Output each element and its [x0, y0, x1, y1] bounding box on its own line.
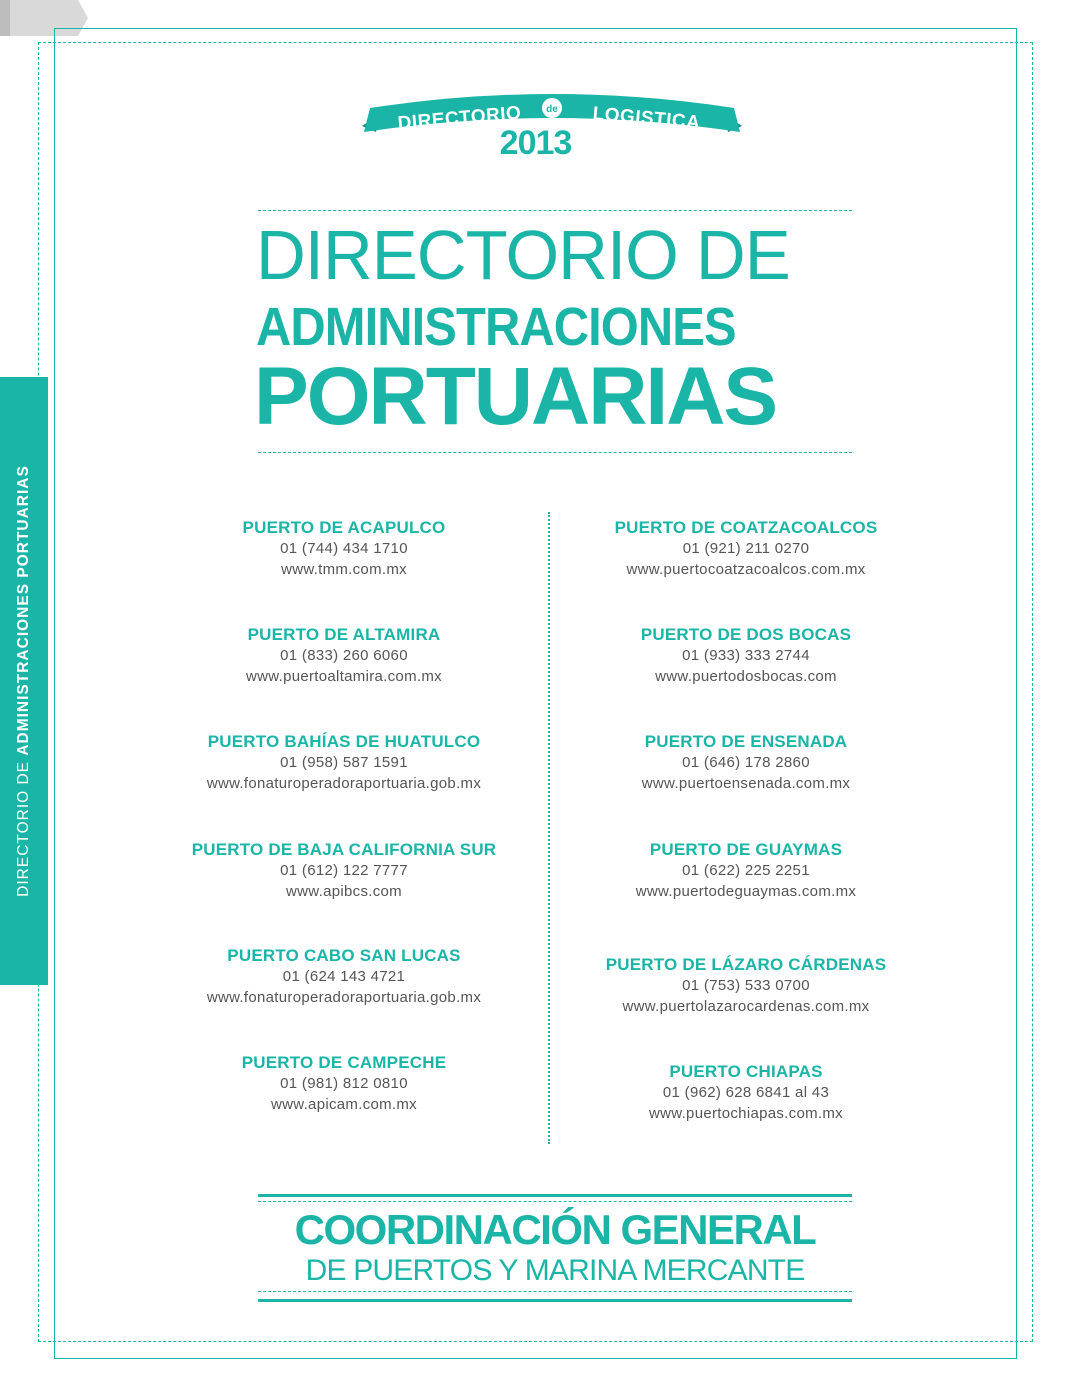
port-phone: 01 (981) 812 0810 — [280, 1075, 408, 1092]
port-phone: 01 (646) 178 2860 — [682, 754, 810, 771]
side-label-prefix: DIRECTORIO DE — [15, 755, 32, 897]
footer-rule — [258, 1194, 852, 1197]
ribbon-mid-text: de — [546, 104, 558, 115]
port-phone: 01 (958) 587 1591 — [280, 754, 408, 771]
ribbon-year: 2013 — [499, 124, 572, 162]
port-website[interactable]: www.apibcs.com — [286, 883, 402, 900]
column-divider — [548, 512, 550, 1144]
port-website[interactable]: www.tmm.com.mx — [281, 561, 407, 578]
port-name: PUERTO DE CAMPECHE — [241, 1053, 447, 1072]
title-rule-top — [258, 210, 852, 211]
port-phone: 01 (921) 211 0270 — [682, 540, 810, 557]
port-name: PUERTO DE GUAYMAS — [649, 840, 843, 859]
port-name: PUERTO CABO SAN LUCAS — [227, 946, 461, 965]
port-name: PUERTO DE ENSENADA — [644, 732, 848, 751]
port-entry — [134, 945, 554, 1008]
title-line-2: ADMINISTRACIONES — [256, 297, 736, 357]
port-entry — [134, 624, 554, 687]
port-name: PUERTO DE LÁZARO CÁRDENAS — [605, 955, 887, 974]
footer-rule — [258, 1291, 852, 1292]
title-line-1: DIRECTORIO DE — [256, 216, 790, 294]
port-name: PUERTO DE DOS BOCAS — [640, 625, 852, 644]
port-website[interactable]: www.apicam.com.mx — [271, 1096, 417, 1113]
port-phone: 01 (744) 434 1710 — [280, 540, 408, 557]
port-name: PUERTO BAHÍAS DE HUATULCO — [207, 732, 481, 751]
port-phone: 01 (962) 628 6841 al 43 — [662, 1084, 830, 1101]
side-label — [15, 465, 33, 897]
ribbon-right-text: LOGISTICA — [591, 103, 702, 134]
port-entry — [134, 839, 554, 902]
port-phone: 01 (833) 260 6060 — [280, 647, 408, 664]
port-entry — [134, 731, 554, 794]
port-entry — [536, 517, 956, 580]
port-name: PUERTO DE COATZACOALCOS — [614, 518, 878, 537]
port-name: PUERTO DE ACAPULCO — [242, 518, 446, 537]
footer-subtitle: DE PUERTOS Y MARINA MERCANTE — [305, 1254, 805, 1287]
port-phone: 01 (612) 122 7777 — [280, 862, 408, 879]
port-website[interactable]: www.puertolazarocardenas.com.mx — [622, 998, 870, 1015]
port-name: PUERTO DE ALTAMIRA — [247, 625, 441, 644]
port-website[interactable]: www.puertodosbocas.com — [655, 668, 837, 685]
title-line-3: PORTUARIAS — [254, 351, 777, 442]
port-website[interactable]: www.puertoensenada.com.mx — [641, 775, 851, 792]
port-phone: 01 (624 143 4721 — [282, 968, 406, 985]
port-entry — [536, 731, 956, 794]
port-name: PUERTO DE BAJA CALIFORNIA SUR — [191, 840, 497, 859]
port-website[interactable]: www.fonaturoperadoraportuaria.gob.mx — [206, 775, 482, 792]
port-entry — [134, 1052, 554, 1115]
footer-title: COORDINACIÓN GENERAL — [294, 1206, 816, 1253]
port-entry — [536, 624, 956, 687]
port-entry — [536, 1061, 956, 1124]
side-label-bold: ADMINISTRACIONES PORTUARIAS — [15, 465, 32, 756]
footer-rule — [258, 1201, 852, 1202]
port-phone: 01 (933) 333 2744 — [682, 647, 810, 664]
port-website[interactable]: www.fonaturoperadoraportuaria.gob.mx — [206, 989, 482, 1006]
port-website[interactable]: www.puertochiapas.com.mx — [649, 1105, 843, 1122]
port-phone: 01 (753) 533 0700 — [682, 977, 810, 994]
port-entry — [536, 839, 956, 902]
port-entry — [536, 954, 956, 1017]
port-phone: 01 (622) 225 2251 — [682, 862, 810, 879]
port-website[interactable]: www.puertocoatzacoalcos.com.mx — [626, 561, 866, 578]
footer-rule — [258, 1299, 852, 1302]
port-name: PUERTO CHIAPAS — [669, 1062, 823, 1081]
port-website[interactable]: www.puertoaltamira.com.mx — [246, 668, 442, 685]
port-website[interactable]: www.puertodeguaymas.com.mx — [635, 883, 857, 900]
port-entry — [134, 517, 554, 580]
title-rule-bottom — [258, 452, 852, 453]
ribbon-left-text: DIRECTORIO — [396, 102, 523, 135]
